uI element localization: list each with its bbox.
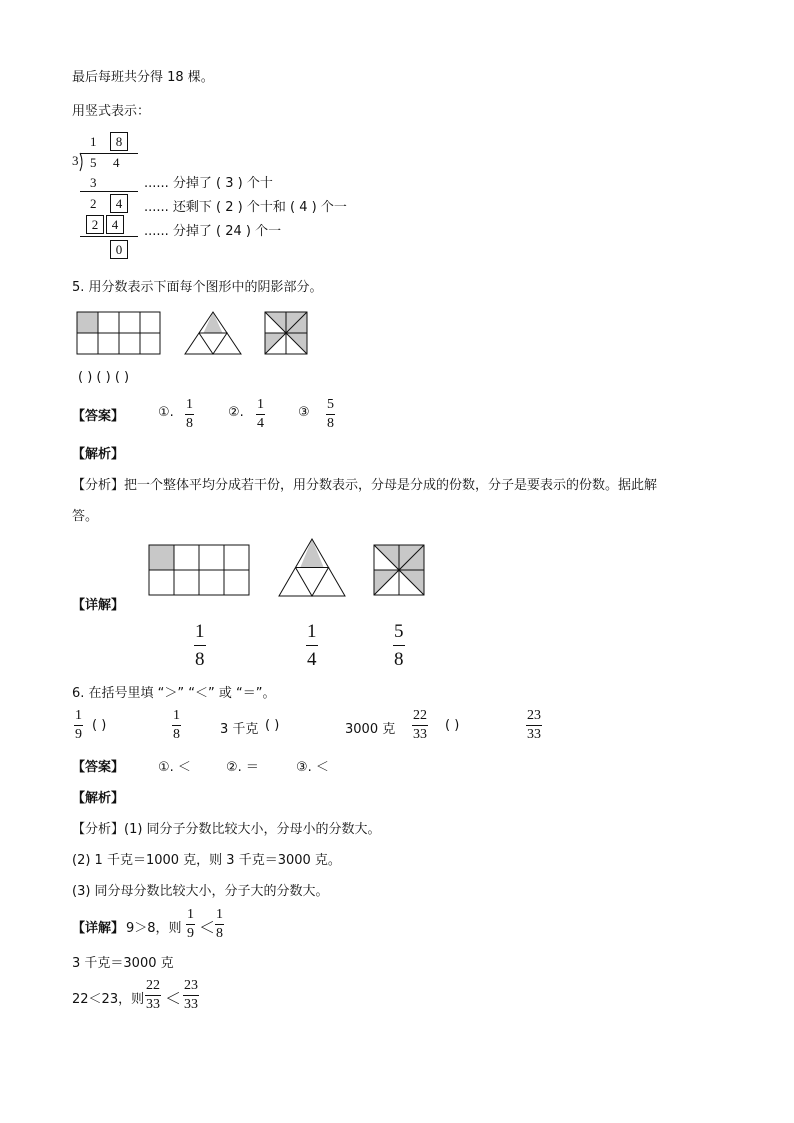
fraction-bar bbox=[186, 924, 195, 925]
square-figure bbox=[265, 312, 307, 354]
q5-answer-fraction-3 bbox=[326, 398, 335, 431]
denominator: 33 bbox=[413, 727, 427, 742]
q6-detail-label: 【详解】 bbox=[72, 921, 125, 936]
q6-blank-2: ( ) bbox=[265, 718, 280, 733]
q5-answer-marker-2: ②. bbox=[228, 405, 244, 420]
q5-analysis-label: 【解析】 bbox=[72, 447, 125, 462]
fraction-bar bbox=[215, 924, 224, 925]
q5-title: 5. 用分数表示下面每个图形中的阴影部分。 bbox=[72, 280, 323, 295]
fraction-bar bbox=[145, 995, 161, 996]
denominator: 8 bbox=[394, 649, 404, 670]
denominator: 8 bbox=[186, 416, 193, 431]
divisor: 3 bbox=[72, 153, 79, 168]
q6-right-fraction bbox=[172, 709, 181, 742]
q6-title: 6. 在括号里填 “＞” “＜” 或 “＝”。 bbox=[72, 686, 276, 701]
numerator: 22 bbox=[146, 978, 160, 993]
q6-analysis-3: (3) 同分母分数比较大小，分子大的分数大。 bbox=[72, 884, 329, 899]
fraction-bar bbox=[183, 995, 199, 996]
q6-detail-3-prefix: 22＜23，则 bbox=[72, 992, 145, 1007]
numerator: 1 bbox=[257, 397, 264, 412]
fraction-bar bbox=[393, 645, 405, 646]
square-figure-large bbox=[374, 545, 424, 595]
q6-detail-3-fraction-a bbox=[145, 979, 161, 1012]
fraction-bar bbox=[256, 414, 265, 415]
q6-detail-3-fraction-b bbox=[183, 979, 199, 1012]
intro-line-2: 用竖式表示： bbox=[72, 104, 151, 119]
q6-detail-1-fraction-a bbox=[186, 908, 195, 941]
triangle-figure-large bbox=[279, 539, 345, 596]
q6-answer-3: ③. ＜ bbox=[296, 760, 329, 775]
q5-answer-marker-1: ①. bbox=[158, 405, 174, 420]
numerator: 23 bbox=[527, 708, 541, 723]
q5-detail-fraction-1 bbox=[194, 622, 206, 669]
q6-blank-3: ( ) bbox=[445, 718, 460, 733]
note-1: ...... 分掉了 ( 3 ) 个十 bbox=[144, 176, 273, 191]
rectangle-figure-large bbox=[149, 545, 249, 595]
fraction-bar bbox=[172, 725, 181, 726]
q6-left-fraction-2 bbox=[412, 709, 428, 742]
fraction-bar bbox=[306, 645, 318, 646]
division-bracket bbox=[79, 152, 85, 172]
numerator: 1 bbox=[186, 397, 193, 412]
dividend-digit-1: 5 bbox=[90, 155, 97, 170]
fraction-bar bbox=[74, 725, 83, 726]
q5-analysis-text-2: 答。 bbox=[72, 509, 99, 524]
q5-analysis-text: 【分析】把一个整体平均分成若干份，用分数表示，分母是分成的份数，分子是要表示的份数。据此解 bbox=[72, 478, 658, 493]
fraction-bar bbox=[326, 414, 335, 415]
denominator: 9 bbox=[75, 727, 82, 742]
q6-left-fraction bbox=[74, 709, 83, 742]
q6-answer-2: ②. ＝ bbox=[226, 760, 259, 775]
remainder-box: 0 bbox=[110, 240, 128, 259]
q6-detail-1-prefix: 9＞8，则 bbox=[126, 921, 182, 936]
step1-value: 3 bbox=[90, 175, 97, 190]
step3-box-1: 2 bbox=[86, 215, 104, 234]
q5-detail-figures bbox=[148, 538, 430, 600]
q6-detail-1-sign: ＜ bbox=[199, 918, 216, 937]
step2-box: 4 bbox=[110, 194, 128, 213]
q6-blank-1: ( ) bbox=[92, 718, 107, 733]
q5-detail-label: 【详解】 bbox=[72, 598, 125, 613]
q6-analysis-label: 【解析】 bbox=[72, 791, 125, 806]
q6-mid-right: 3000 克 bbox=[345, 722, 396, 737]
division-bar bbox=[80, 153, 138, 154]
denominator: 4 bbox=[307, 649, 317, 670]
numerator: 1 bbox=[216, 907, 223, 922]
denominator: 33 bbox=[146, 997, 160, 1012]
numerator: 1 bbox=[307, 621, 317, 642]
quotient-digit-1: 1 bbox=[90, 134, 97, 149]
q6-analysis-2: (2) 1 千克＝1000 克，则 3 千克＝3000 克。 bbox=[72, 853, 341, 868]
numerator: 5 bbox=[327, 397, 334, 412]
q6-analysis-1: 【分析】(1) 同分子分数比较大小，分母小的分数大。 bbox=[72, 822, 381, 837]
numerator: 23 bbox=[184, 978, 198, 993]
q6-answer-1: ①. ＜ bbox=[158, 760, 191, 775]
denominator: 8 bbox=[173, 727, 180, 742]
denominator: 8 bbox=[327, 416, 334, 431]
rectangle-figure bbox=[77, 312, 160, 354]
fraction-bar bbox=[526, 725, 542, 726]
q5-answer-marker-3: ③ bbox=[298, 405, 310, 420]
q5-detail-fraction-2 bbox=[306, 622, 318, 669]
note-2: ...... 还剩下 ( 2 ) 个十和 ( 4 ) 个一 bbox=[144, 200, 347, 215]
numerator: 1 bbox=[195, 621, 205, 642]
q6-answer-label: 【答案】 bbox=[72, 760, 125, 775]
note-3: ...... 分掉了 ( 24 ) 个一 bbox=[144, 224, 282, 239]
triangle-figure bbox=[185, 312, 241, 354]
q6-detail-3-sign: ＜ bbox=[165, 989, 182, 1008]
numerator: 1 bbox=[187, 907, 194, 922]
numerator: 22 bbox=[413, 708, 427, 723]
q5-answer-fraction-2 bbox=[256, 398, 265, 431]
denominator: 33 bbox=[527, 727, 541, 742]
step1-line bbox=[80, 191, 138, 192]
fraction-bar bbox=[185, 414, 194, 415]
quotient-box-2: 8 bbox=[110, 132, 128, 151]
q5-detail-fraction-3 bbox=[393, 622, 405, 669]
numerator: 1 bbox=[173, 708, 180, 723]
fraction-bar bbox=[412, 725, 428, 726]
denominator: 8 bbox=[216, 926, 223, 941]
q5-figures bbox=[76, 311, 316, 357]
fraction-bar bbox=[194, 645, 206, 646]
q5-answer-fraction-1 bbox=[185, 398, 194, 431]
numerator: 1 bbox=[75, 708, 82, 723]
q6-detail-1-fraction-b bbox=[215, 908, 224, 941]
q6-right-fraction-2 bbox=[526, 709, 542, 742]
q6-detail-2: 3 千克＝3000 克 bbox=[72, 956, 174, 971]
denominator: 4 bbox=[257, 416, 264, 431]
q5-blanks: ( ) ( ) ( ) bbox=[78, 370, 130, 385]
q6-mid-left: 3 千克 bbox=[220, 722, 259, 737]
step2-digit-1: 2 bbox=[90, 196, 97, 211]
intro-line-1: 最后每班共分得 18 棵。 bbox=[72, 70, 214, 85]
q5-answer-label: 【答案】 bbox=[72, 409, 125, 424]
denominator: 8 bbox=[195, 649, 205, 670]
denominator: 33 bbox=[184, 997, 198, 1012]
numerator: 5 bbox=[394, 621, 404, 642]
dividend-digit-2: 4 bbox=[113, 155, 120, 170]
step3-box-2: 4 bbox=[106, 215, 124, 234]
step3-line bbox=[80, 236, 138, 237]
denominator: 9 bbox=[187, 926, 194, 941]
